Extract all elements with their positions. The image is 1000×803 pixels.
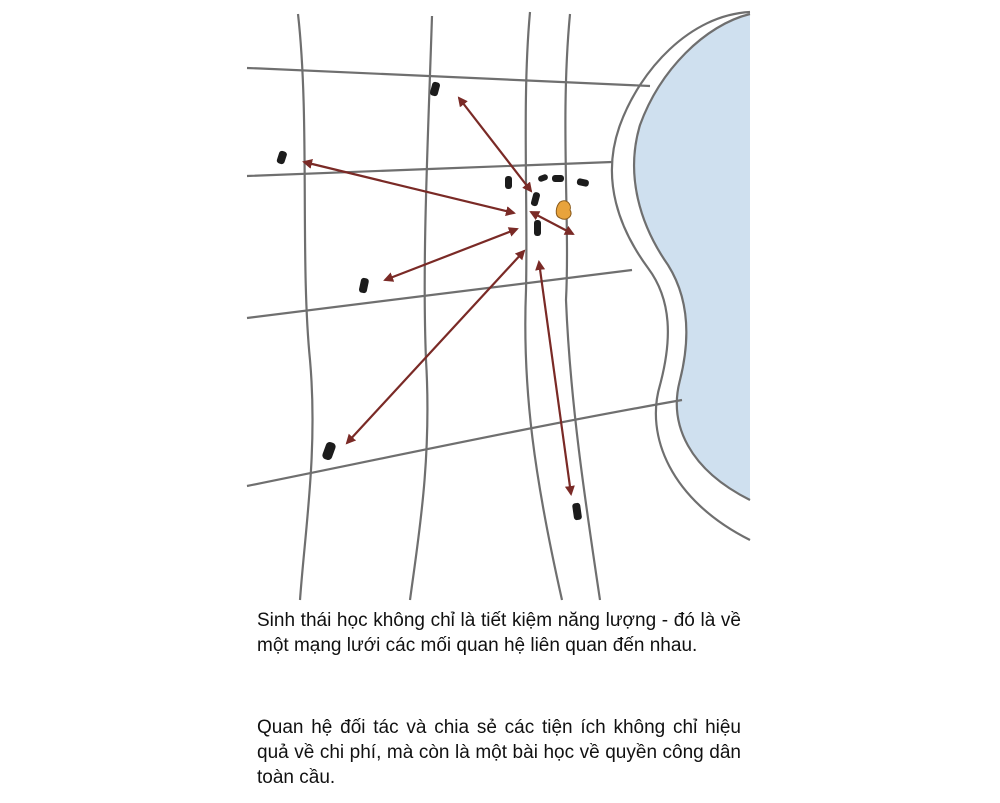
building-mid-left bbox=[358, 277, 369, 293]
street-v1 bbox=[298, 14, 313, 600]
street-h2 bbox=[247, 162, 612, 176]
building-left bbox=[276, 150, 288, 165]
building-lower-left bbox=[321, 441, 337, 461]
street-v4 bbox=[565, 14, 600, 600]
building-top bbox=[429, 81, 440, 97]
arrow-to-mid-left bbox=[385, 229, 517, 280]
arrow-to-top bbox=[459, 98, 531, 191]
highlight-building bbox=[556, 201, 571, 220]
street-h1 bbox=[247, 68, 650, 86]
street-v3 bbox=[525, 12, 562, 600]
caption-paragraph-2: Quan hệ đối tác và chia sẻ các tiện ích không chỉ hiệu quả về chi phí, mà còn là một bài học về quyền công dân toàn cầu. bbox=[257, 717, 741, 788]
caption-paragraph-1: Sinh thái học không chỉ là tiết kiệm năng lượng - đó là về một mạng lưới các mối quan hệ liên quan đến nhau. bbox=[257, 610, 741, 656]
central-building-cluster bbox=[505, 173, 589, 236]
arrow-to-lower-left bbox=[347, 251, 524, 443]
building-bottom bbox=[572, 503, 582, 521]
street-v2 bbox=[410, 16, 432, 600]
lake bbox=[634, 14, 750, 500]
